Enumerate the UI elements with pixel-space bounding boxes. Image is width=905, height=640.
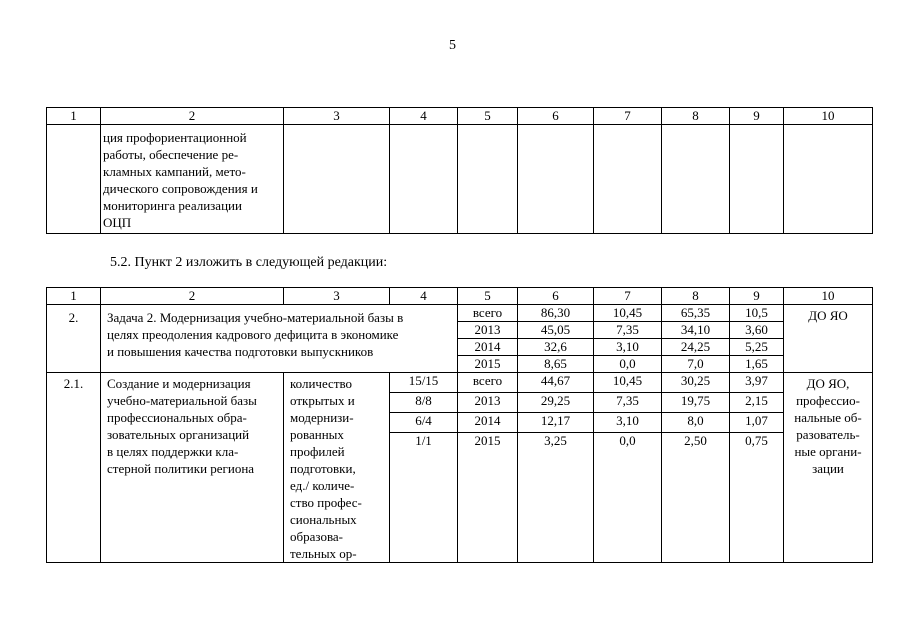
header-cell: 4 <box>390 108 458 125</box>
value-cell: 0,0 <box>619 433 636 448</box>
responsible-cell: ДО ЯО <box>784 305 873 373</box>
value-cell: 2,50 <box>684 433 707 448</box>
value-cell: 1,07 <box>730 413 783 433</box>
header-cell: 2 <box>101 108 284 125</box>
continuation-table <box>46 107 873 234</box>
value-cell: 2,15 <box>730 393 783 413</box>
indicator-value-cell: 6/4 <box>390 413 457 433</box>
value-cell: 32,6 <box>518 339 593 356</box>
value-cell: 86,30 <box>518 305 593 322</box>
year-cell: всего <box>458 305 517 322</box>
header-cell: 6 <box>518 108 594 125</box>
value-cell: 7,35 <box>594 393 661 413</box>
amendment-paragraph: 5.2. Пункт 2 изложить в следующей редакции: <box>110 255 388 270</box>
value-cell: 5,25 <box>730 339 783 356</box>
indicator-value-cell: 1/1 <box>415 433 432 448</box>
table-row <box>47 305 873 373</box>
value-cell: 12,17 <box>518 413 593 433</box>
year-cell: 2013 <box>458 393 517 413</box>
value-cell: 65,35 <box>662 305 729 322</box>
indicator-description: количество открытых и модернизи- рованных профилей подготовки, ед./ количе- ство профес- сиональных образова- тельных ор- <box>284 373 390 563</box>
header-cell: 1 <box>47 108 101 125</box>
header-cell: 10 <box>784 288 873 305</box>
task-description: Задача 2. Модернизация учебно-материальной базы в целях преодоления кадрового дефицита в экономике и повышения качества подготовки выпускников <box>101 305 458 373</box>
value-cell: 0,75 <box>745 433 768 448</box>
year-cell: 2014 <box>458 413 517 433</box>
header-cell: 3 <box>284 288 390 305</box>
header-cell: 8 <box>662 108 730 125</box>
main-table <box>46 287 873 563</box>
header-cell: 7 <box>594 288 662 305</box>
value-cell: 3,60 <box>730 322 783 339</box>
indicator-value-cell: 15/15 <box>390 373 457 393</box>
value-cell: 3,25 <box>544 433 567 448</box>
table-row <box>47 373 873 563</box>
value-cell: 8,65 <box>544 356 567 371</box>
header-cell: 6 <box>518 288 594 305</box>
header-cell: 8 <box>662 288 730 305</box>
table-header-row <box>47 288 873 305</box>
value-cell: 45,05 <box>518 322 593 339</box>
value-cell: 7,0 <box>687 356 704 371</box>
value-cell: 3,97 <box>730 373 783 393</box>
value-cell: 24,25 <box>662 339 729 356</box>
row-number: 2. <box>47 305 101 373</box>
year-cell: 2015 <box>474 356 501 371</box>
value-cell: 19,75 <box>662 393 729 413</box>
year-cell: 2014 <box>458 339 517 356</box>
value-cell: 10,45 <box>594 305 661 322</box>
value-cell: 3,10 <box>594 339 661 356</box>
value-cell: 10,5 <box>730 305 783 322</box>
year-cell: 2013 <box>458 322 517 339</box>
header-cell: 1 <box>47 288 101 305</box>
activity-name: Создание и модернизация учебно-материальной базы профессиональных обра- зовательных организаций в целях поддержки кла- стерной политики региона <box>101 373 284 563</box>
header-cell: 9 <box>730 288 784 305</box>
activity-description: ция профориентационной работы, обеспечение ре- кламных кампаний, мето- дического сопровождения и мониторинга реализации ОЦП <box>101 125 284 234</box>
value-cell: 7,35 <box>594 322 661 339</box>
year-cell: всего <box>458 373 517 393</box>
value-cell: 10,45 <box>594 373 661 393</box>
indicator-value-cell: 8/8 <box>390 393 457 413</box>
value-cell: 29,25 <box>518 393 593 413</box>
header-cell: 4 <box>390 288 458 305</box>
value-cell: 1,65 <box>745 356 768 371</box>
value-cell: 34,10 <box>662 322 729 339</box>
row-number: 2.1. <box>47 373 101 563</box>
header-cell: 5 <box>458 108 518 125</box>
header-cell: 2 <box>101 288 284 305</box>
header-cell: 3 <box>284 108 390 125</box>
header-cell: 9 <box>730 108 784 125</box>
page-number: 5 <box>449 38 456 53</box>
value-cell: 30,25 <box>662 373 729 393</box>
table-header-row <box>47 108 873 125</box>
value-cell: 0,0 <box>619 356 636 371</box>
year-cell: 2015 <box>474 433 501 448</box>
header-cell: 7 <box>594 108 662 125</box>
header-cell: 5 <box>458 288 518 305</box>
value-cell: 8,0 <box>662 413 729 433</box>
value-cell: 3,10 <box>594 413 661 433</box>
header-cell: 10 <box>784 108 873 125</box>
responsible-cell: ДО ЯО, профессио- нальные об- разователь- ные органи- зации <box>784 373 873 563</box>
table-row <box>47 125 873 234</box>
value-cell: 44,67 <box>518 373 593 393</box>
